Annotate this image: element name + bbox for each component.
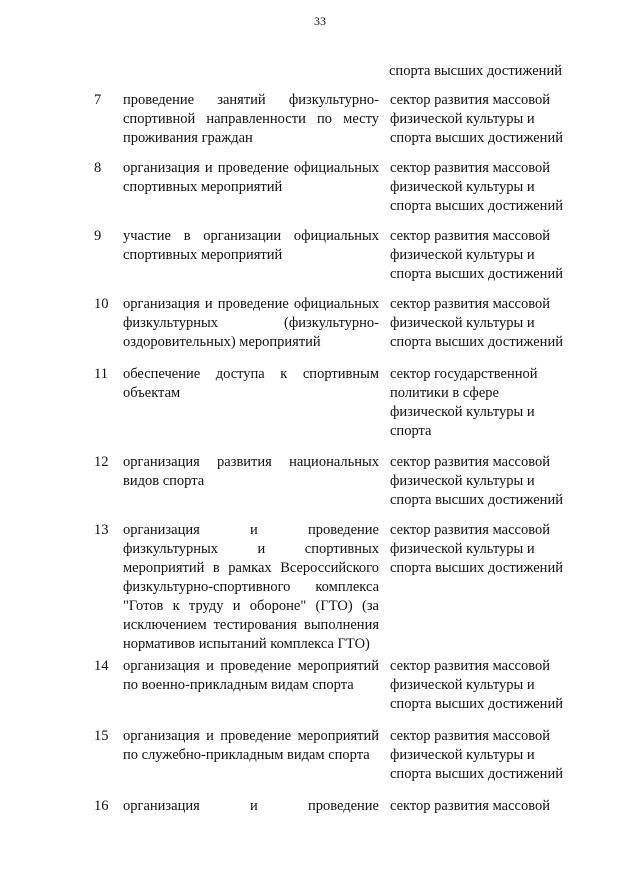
responsible-unit [390,797,580,816]
row-number: 12 [94,454,109,470]
responsible-line: спорта высших достижений [390,266,563,282]
row-number: 8 [94,160,102,176]
responsible-unit [390,521,580,578]
responsible-line: физической культуры и [390,404,535,420]
responsible-line: сектор развития массовой [390,454,550,470]
responsible-line: сектор развития массовой [390,92,550,108]
responsible-line: сектор развития массовой [390,522,550,538]
responsible-line: спорта высших достижений [390,766,563,782]
responsible-line: сектор развития массовой [390,658,550,674]
responsible-line: сектор государственной [390,366,538,382]
responsible-line: спорта высших достижений [390,560,563,576]
responsible-line: спорта [390,423,432,439]
row-number: 16 [94,798,109,814]
row-number: 11 [94,366,108,382]
responsible-line: физической культуры и [390,747,535,763]
responsible-line: спорта высших достижений [390,492,563,508]
function-description: проведение занятий физкультурно-спортивной направленности по месту проживания граждан [123,92,379,146]
responsible-line: сектор развития массовой [390,728,550,744]
function-description: организация и проведение [123,798,379,814]
function-description: организация и проведение мероприятий по военно-прикладным видам спорта [123,658,379,693]
responsible-line: физической культуры и [390,541,535,557]
row-number: 15 [94,728,109,744]
row-number: 14 [94,658,109,674]
continuation-responsible: спорта высших достижений [389,63,562,79]
responsible-unit [390,657,580,714]
page-number: 33 [314,14,326,28]
row-number: 13 [94,522,109,538]
responsible-line: политики в сфере [390,385,499,401]
responsible-unit [390,91,580,148]
responsible-unit [390,727,580,784]
function-description: организация и проведение физкультурных и спортивных мероприятий в рамках Всероссийского физкультурно-спортивного комплекса "Готов к труду и обороне" (ГТО) (за исключением тестирования выполнения нормативов испытаний комплекса ГТО) [123,522,379,652]
responsible-line: сектор развития массовой [390,798,550,814]
responsible-line: физической культуры и [390,677,535,693]
responsible-line: сектор развития массовой [390,228,550,244]
responsible-line: спорта высших достижений [390,198,563,214]
function-description: организация развития национальных видов спорта [123,454,379,489]
responsible-line: физической культуры и [390,247,535,263]
responsible-unit [390,453,580,510]
function-description: организация и проведение мероприятий по служебно-прикладным видам спорта [123,728,379,763]
function-description: организация и проведение официальных спортивных мероприятий [123,160,379,195]
row-number: 7 [94,92,102,108]
responsible-unit [390,295,580,352]
responsible-unit [390,227,580,284]
responsible-line: физической культуры и [390,179,535,195]
row-number: 9 [94,228,102,244]
function-description: организация и проведение официальных физкультурных (физкультурно-оздоровительных) мероприятий [123,296,379,350]
responsible-line: спорта высших достижений [390,696,563,712]
responsible-line: сектор развития массовой [390,160,550,176]
function-description: участие в организации официальных спортивных мероприятий [123,228,379,263]
responsible-unit [390,365,580,441]
function-description: обеспечение доступа к спортивным объектам [123,366,379,401]
responsible-line: сектор развития массовой [390,296,550,312]
responsible-line: спорта высших достижений [390,130,563,146]
responsible-line: физической культуры и [390,315,535,331]
responsible-line: физической культуры и [390,111,535,127]
row-number: 10 [94,296,109,312]
responsible-unit [390,159,580,216]
responsible-line: спорта высших достижений [390,334,563,350]
responsible-line: физической культуры и [390,473,535,489]
